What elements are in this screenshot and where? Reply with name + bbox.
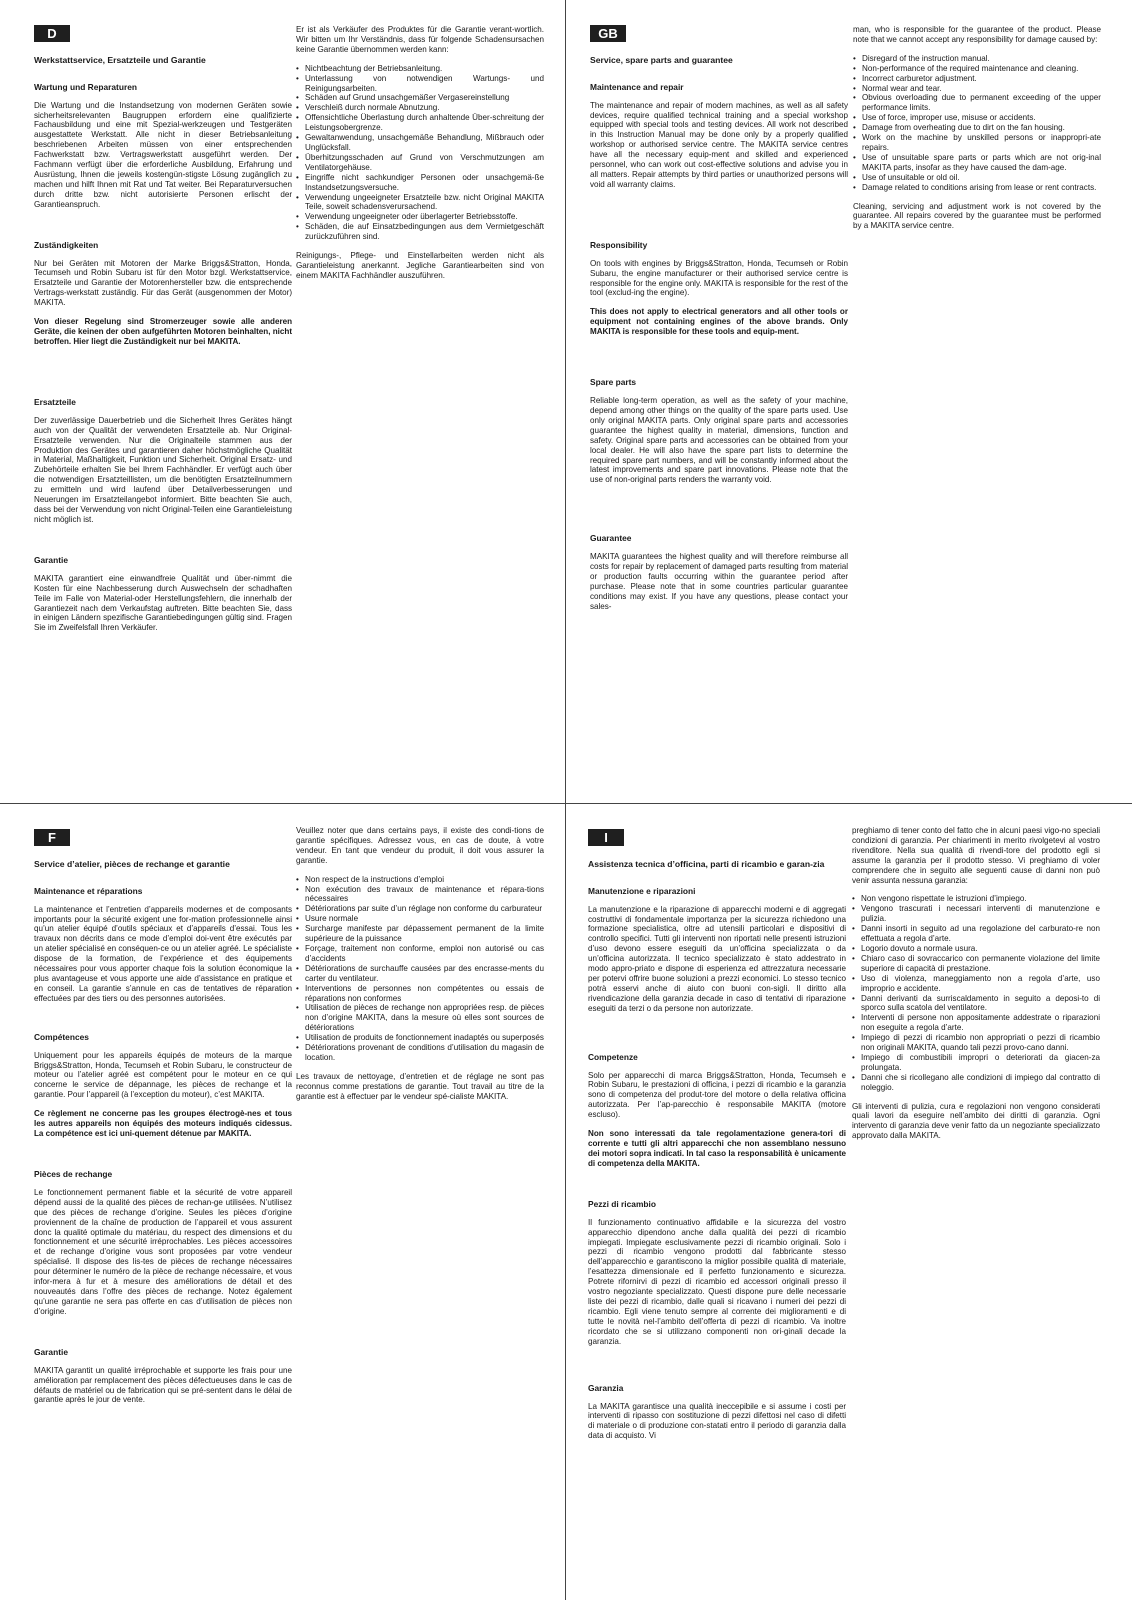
german-exclusions-intro: Er ist als Verkäufer des Produktes für die Garantie verant-wortlich. Wir bitten um Ihr Verständnis, dass für folgende Schadensursachen keine Garantie übernommen werden kann: [296,25,544,54]
italian-left-column [588,825,846,1441]
italian-maintenance-text: La manutenzione e la riparazione di apparecchi moderni e di aggregati costruttivi di fondamentale importanza per la sicurezza richiedono una formazione specialistica, oltre ad utensili particolari e dispositivi di controllo specifici. Tutti gli interventi non riportati nelle presenti istruzioni d’uso devono essere eseguiti da un’officina specializzata o da un’officina autorizzata. Il tecnico specializzato è stato addestrato in modo appro-priato e dispone di esperienza ed attrezzatura necessarie per potervi offrire buone soluzioni a prezzi economici. Lo stesso tecnico potrà esservi anche di aiuto con buoni con-sigli. Il diritto alla rivendicazione della garanzia decade in caso di tentativi di riparazione eseguiti da terzi o da persone non autorizzate. [588,904,846,1013]
italian-spare-parts-text: Il funzionamento continuativo affidabile e la sicurezza del vostro apparecchio dipendono anche dalla qualità dei pezzi di ricambio impiegati. Impiegate esclusivamente pezzi di ricambio originali. Solo i pezzi di ricambio vengono prodotti dal fabbricante stesso dell’apparecchio e garantiscono la miglior possibile qualità di materiale, l’esattezza dimensionale ed il perfetto funzionamento e sicurezza. Potrete rifornirvi di pezzi di ricambio ed accessori originali presso il vostro negoziante specializzato. Questi dispone pure delle necessarie liste dei pezzi di ricambio, dalle quali si ricavano i numeri dei pezzi di ricambio. Egli viene tenuto sempre al corrente dei miglioramenti e di tutte le novità nel-l’ambito dell’offerta di pezzi di ricambio. Va inoltre ricordato che se si utilizzano componenti non ori-ginali decade la garanzia. [588,1217,846,1346]
french-spare-parts-heading: Pièces de rechange [34,1168,113,1179]
english-responsibility-note: This does not apply to electrical generators and all other tools or equipment not containing engines of the above brands. Only MAKITA is responsible for these tools and equip-ment. [590,307,848,337]
english-exclusions-intro: man, who is responsible for the guarantee of the product. Please note that we cannot accept any responsibility for damage caused by: [853,25,1101,44]
list-item: • Impiego di combustibili impropri o deteriorati da giacen-za prolungata. [861,1053,1100,1073]
list-item: • Détériorations de surchauffe causées par des encrasse-ments du carter du ventilateur. [305,964,544,984]
english-exclusions-outro: Cleaning, servicing and adjustment work is not covered by the guarantee. All repairs covered by the guarantee must be performed by a MAKITA service centre. [853,201,1101,231]
list-item: • Non respect de la instructions d’emploi [305,875,544,885]
language-badge-it: I [588,829,624,846]
german-spare-parts-heading: Ersatzteile [34,396,76,407]
list-item: • Non exécution des travaux de maintenance et répara-tions nécessaires [305,885,544,905]
list-item: • Détériorations provenant de conditions d’utilisation du magasin de location. [305,1043,544,1063]
english-responsibility-heading: Responsibility [590,239,648,250]
list-item: • Damage related to conditions arising from lease or rent contracts. [862,183,1101,193]
italian-spare-parts-heading: Pezzi di ricambio [588,1198,656,1209]
list-item: • Non-performance of the required maintenance and cleaning. [862,64,1101,74]
english-spare-parts-text: Reliable long-term operation, as well as the safety of your machine, depend among other things on the quality of the spare parts used. Use only original MAKITA parts. Only original spare parts and accessories guarantee the highest quality in material, dimensions, function and safety. Original spare parts and accessories can be obtained from your local dealer. He will also have the spare part lists to determine the required spare part numbers, and will be constantly informed about the latest improvements and spare part innovations. Please note that the use of non-original parts renders the warranty void. [590,396,848,485]
italian-right-column [852,826,1100,1141]
list-item: • Interventi di persone non appositamente addestrate o riparazioni non eseguite a regola d’arte. [861,1013,1100,1033]
list-item: • Surcharge manifeste par dépassement permanent de la limite supérieure de la puissance [305,924,544,944]
list-item: • Verschleiß durch normale Abnutzung. [305,103,544,113]
list-item: • Verwendung ungeeigneter oder überlagerter Betriebsstoffe. [305,212,544,222]
list-item: • Überhitzungsschaden auf Grund von Verschmutzungen am Ventilatorgehäuse. [305,153,544,173]
german-responsibility-text: Nur bei Geräten mit Motoren der Marke Briggs&Stratton, Honda, Tecumseh und Robin Subaru ist für den Motor bzgl. Werkstattservice, Ersatzteile und Garantie der Motorenhersteller bzw. die entsprechende Vertrags-werkstatt zuständig. Für das Gerät (ausgenommen der Motor) MAKITA. [34,258,292,308]
list-item: • Logorio dovuto a normale usura. [861,944,1100,954]
language-badge-fr: F [34,829,70,846]
list-item: • Non vengono rispettate le istruzioni d’impiego. [861,894,1100,904]
italian-responsibility-text: Solo per apparecchi di marca Briggs&Stratton, Honda, Tecumseh e Robin Subaru, le prestazioni di officina, i pezzi di ricambio e la garanzia sono di competenza del produt-tore del motore o della relativa officina autorizzata. Per l’ap-parecchio è responsabile MAKITA (motore escluso). [588,1070,846,1120]
english-right-column [853,25,1101,231]
french-exclusions-intro: Veuillez noter que dans certains pays, il existe des condi-tions de garantie spécifiques. Adressez vous, en cas de doute, à votre vendeur. En tant que vendeur du produit, il doit vous assurer la garantie. [296,826,544,865]
list-item: • Schäden, die auf Einsatzbedingungen aus dem Vermietgeschäft zurückzuführen sind. [305,222,544,242]
italian-exclusions-outro: Gli interventi di pulizia, cura e regolazioni non vengono considerati quali lavori da eseguire nell’ambito dei diritti di garanzia. Ogni intervento di garanzia deve venir fatto da un negoziante specializzato approvato dalla MAKITA. [852,1101,1100,1141]
list-item: • Nichtbeachtung der Betriebsanleitung. [305,64,544,74]
list-item: • Offensichtliche Überlastung durch anhaltende Über-schreitung der Leistungsobergrenze. [305,113,544,133]
french-responsibility-note: Ce règlement ne concerne pas les groupes électrogè-nes et tous les autres appareils non équipés des moteurs indiqués cidessus. La compétence est ici uni-quement détenue par MAKITA. [34,1109,292,1138]
german-left-column [34,21,292,633]
list-item: • Danni derivanti da surriscaldamento in seguito a deposi-to di sporco sulla scatola del ventilatore. [861,994,1100,1014]
german-exclusions-outro: Reinigungs-, Pflege- und Einstellarbeiten werden nicht als Garantieleistung anerkannt. Jegliche Garantiearbeiten sind von einem MAKITA Fachhändler auszuführen. [296,251,544,280]
english-responsibility-text: On tools with engines by Briggs&Stratton, Honda, Tecumseh or Robin Subaru, the engine manufacturer or their authorised service centre is responsible for the engine only. MAKITA is responsible for the rest of the tool (exclud-ing the engine). [590,258,848,298]
section-italian [566,804,1132,1604]
list-item: • Use of unsuitable spare parts or parts which are not orig-inal MAKITA parts, insofar as they have caused the dam-age. [862,153,1101,173]
french-exclusions-list [296,875,544,1063]
german-exclusions-list [296,64,544,242]
list-item: • Use of force, improper use, misuse or accidents. [862,113,1101,123]
italian-responsibility-heading: Competenze [588,1051,638,1062]
italian-guarantee-text: La MAKITA garantisce una qualità ineccepibile e si assume i costi per interventi di ripasso con sostituzione di pezzi difettosi nel caso di difetti di materiale o di produzione con-statati entro il periodo di garanzia dalla data di acquisto. Vi [588,1401,846,1441]
french-guarantee-text: MAKITA garantit un qualité irréprochable et supporte les frais pour une amélioration par remplacement des pièces défectueuses dans le cas de défauts de matériel ou de fabrication qui se pré-sentent dans le délai de garantie après le jour de vente. [34,1365,292,1405]
french-maintenance-heading: Maintenance et réparations [34,885,143,896]
french-guarantee-heading: Garantie [34,1346,68,1357]
english-guarantee-heading: Guarantee [590,533,632,544]
french-maintenance-text: La maintenance et l’entretien d’appareils modernes et de composants importants pour la sécurité exigent une for-mation professionnelle ainsi qu’un atelier équipé d’outils spéciaux et d’appareils d’essai. Tous les travaux non décrits dans ce mode d’emploi doi-vent être exécutés par un atelier spécialisé en conséquen-ce ou un atelier agréé. Le spécialiste dispose de la formation, de l’expérience et des équipements nécessaires pour vous apporter chaque fois la solution économique la plus avantageuse et vous apporte une aide d’assistance en pratique et en conseil. La garantie s’annule en cas de tentatives de réparation effectuées par des tiers ou des personnes autorisées. [34,904,292,1003]
list-item: • Danni che si ricollegano alle condizioni di impiego dal contratto di noleggio. [861,1073,1100,1093]
french-responsibility-heading: Compétences [34,1031,89,1042]
list-item: • Normal wear and tear. [862,84,1101,94]
list-item: • Verwendung ungeeigneter Ersatzteile bzw. nicht Original MAKITA Teile, soweit schadensverursachend. [305,193,544,213]
list-item: • Chiaro caso di sovraccarico con permanente violazione del limite superiore di capacità di prestazione. [861,954,1100,974]
list-item: • Impiego di pezzi di ricambio non appropriati o pezzi di ricambio non originali MAKITA, quando tali pezzi provo-cano danni. [861,1033,1100,1053]
english-left-column [590,21,848,612]
list-item: • Use of unsuitable or old oil. [862,173,1101,183]
german-maintenance-heading: Wartung und Reparaturen [34,81,137,92]
section-french [0,804,566,1604]
italian-maintenance-heading: Manutenzione e riparazioni [588,885,696,896]
section-german [0,0,566,800]
list-item: • Gewaltanwendung, unsachgemäße Behandlung, Mißbrauch oder Unglücksfall. [305,133,544,153]
italian-title: Assistenza tecnica d’officina, parti di ricambio e garan-zia [588,859,825,869]
italian-exclusions-intro: preghiamo di tener conto del fatto che in alcuni paesi vigo-no speciali condizioni di garanzia. Per chiarimenti in merito rivolgetevi al vostro rivenditore. Nella sua qualità di rivendi-tore del prodotto egli si assume la garanzia per il prodotto stesso. Vi preghiamo di voler comprendere che in seguito alle seguenti cause di danni non può venir assunta nessuna garanzia: [852,826,1100,885]
french-right-column [296,826,544,1102]
german-responsibility-heading: Zuständigkeiten [34,239,99,250]
german-maintenance-text: Die Wartung und die Instandsetzung von modernen Geräten sowie sicherheitsrelevanten Baugruppen erfordern eine qualifizierte Fachausbildung und eine mit Spezial-werkzeugen und Testgeräten ausgestattete Werkstatt. Alle nicht in dieser Betriebsanleitung beschriebenen Arbeiten müssen von einer entsprechenden Fachwerkstatt bzw. Vertragswerkstatt ausgeführt werden. Der Fachmann verfügt über die erforderliche Ausbildung, Erfahrung und Ausrüstung, Ihnen die jeweils kostengün-stigste Lösung zugänglich zu machen und hilft Ihnen mit Rat und Tat weiter. Bei Reparaturversuchen durch dritte bzw. nicht autorisierte Personen erlischt der Garantieanspruch. [34,100,292,209]
german-guarantee-text: MAKITA garantiert eine einwandfreie Qualität und über-nimmt die Kosten für eine Nachbesserung durch Auswechseln der schadhaften Teile im Falle von Material-oder Herstellungsfehlern, die innerhalb der Garantiezeit nach dem Verkaufstag auftreten. Bitte beachten Sie, dass in einigen Ländern spezifische Garantiebedingungen gültig sind. Fragen Sie im Zweifelsfall Ihren Verkäufer. [34,573,292,633]
list-item: • Usure normale [305,914,544,924]
german-guarantee-heading: Garantie [34,554,68,565]
english-maintenance-text: The maintenance and repair of modern machines, as well as all safety devices, require qualified technical training and a special workshop equipped with special tools and testing devices. All work not described in this Instruction Manual may be done only by a properly qualified workshop or authorised service centre. The MAKITA service centres have all the necessary equip-ment and skilled and experienced personnel, who can work out cost-effective solutions and advise you in all matters. Repair attempts by third parties or unauthorized persons will void all warranty claims. [590,100,848,189]
english-exclusions-list [853,54,1101,193]
list-item: • Incorrect carburetor adjustment. [862,74,1101,84]
section-english [566,0,1132,800]
list-item: • Disregard of the instruction manual. [862,54,1101,64]
english-title: Service, spare parts and guarantee [590,55,733,65]
english-maintenance-heading: Maintenance and repair [590,81,684,92]
english-spare-parts-heading: Spare parts [590,377,637,388]
french-exclusions-outro: Les travaux de nettoyage, d’entretien et de réglage ne sont pas reconnus comme prestations de garantie. Tout travail au titre de la garantie est à effectuer par le vendeur spé-cialiste MAKITA. [296,1071,544,1101]
list-item: • Work on the machine by unskilled persons or inappropri-ate repairs. [862,133,1101,153]
italian-responsibility-note: Non sono interessati da tale regolamentazione genera-tori di corrente e tutti gli altri apparecchi che non assemblano nessuno dei motori sopra indicati. In tal caso la responsabilità è unicamente di competenza della MAKITA. [588,1129,846,1168]
list-item: • Schäden auf Grund unsachgemäßer Vergasereinstellung [305,93,544,103]
french-responsibility-text: Uniquement pour les appareils équipés de moteurs de la marque Briggs&Stratton, Honda, Tecumseh et Robin Subaru, le constructeur de moteur ou l’atelier agréé est compétent pour le moteur en ce qui concerne le service de dépannage, les pièces de rechange et la garantie. Pour l’appareil (à l’exception du moteur), c’est MAKITA. [34,1050,292,1100]
list-item: • Unterlassung von notwendigen Wartungs- und Reinigungsarbeiten. [305,74,544,94]
list-item: • Vengono trascurati i necessari interventi di manutenzione e pulizia. [861,904,1100,924]
italian-guarantee-heading: Garanzia [588,1382,624,1393]
list-item: • Eingriffe nicht sachkundiger Personen oder unsachgemä-ße Instandsetzungsversuche. [305,173,544,193]
german-spare-parts-text: Der zuverlässige Dauerbetrieb und die Sicherheit Ihres Gerätes hängt auch von der Qualität der verwendeten Ersatzteile ab. Nur Original-Ersatzteile verwenden. Nur die Originalteile stammen aus der Produktion des Gerätes und garantieren daher höchstmögliche Qualität in Material, Maßhaltigkeit, Funktion und Sicherheit. Original Ersatz- und Zubehörteile erhalten Sie bei Ihrem Fachhändler. Er verfügt auch über die notwendigen Ersatzteillisten, um die benötigten Ersatzteilnummern zu ermitteln und wird laufend über Detailverbesserungen und Neuerungen im Ersatzteilangebot informiert. Bitte beachten Sie auch, dass bei der Verwendung von nicht Original-Teilen eine Garantieleistung nicht möglich ist. [34,415,292,524]
list-item: • Uso di violenza, maneggiamento non a regola d’arte, uso improprio e accidente. [861,974,1100,994]
german-title: Werkstattservice, Ersatzteile und Garantie [34,55,206,65]
list-item: • Détériorations par suite d’un réglage non conforme du carburateur [305,904,544,914]
list-item: • Damage from overheating due to dirt on the fan housing. [862,123,1101,133]
german-responsibility-note: Von dieser Regelung sind Stromerzeuger sowie alle anderen Geräte, die keinen der oben aufgeführten Motoren beinhalten, nicht betroffen. Hier liegt die Zuständigkeit nur bei MAKITA. [34,317,292,346]
list-item: • Danni insorti in seguito ad una regolazione del carburato-re non effettuata a regola d’arte. [861,924,1100,944]
german-right-column [296,25,544,281]
english-guarantee-text: MAKITA guarantees the highest quality and will therefore reimburse all costs for repair by replacement of damaged parts resulting from material or production faults occurring within the guarantee period after purchase. Please note that in some countries particular guarantee conditions may exist. If you have any questions, please contact your sales- [590,552,848,611]
list-item: • Interventions de personnes non compétentes ou essais de réparations non conformes [305,984,544,1004]
language-badge-de: D [34,25,70,42]
italian-exclusions-list [852,894,1100,1092]
list-item: • Forçage, traitement non conforme, emploi non autorisé ou cas d’accidents [305,944,544,964]
list-item: • Utilisation de produits de fonctionnement inadaptés ou superposés [305,1033,544,1043]
list-item: • Obvious overloading due to permanent exceeding of the upper performance limits. [862,93,1101,113]
french-spare-parts-text: Le fonctionnement permanent fiable et la sécurité de votre appareil dépend aussi de la qualité des pièces de rechan-ge utilisées. N’utilisez que des pièces de rechange d’origine. Seules les pièces d’origine proviennent de la chaîne de production de l’appareil et vous assurent donc la qualité optimale du matériau, du respect des dimensions et du fonctionnement et une sécurité irréprochables. Les pièces accessoires et de rechange d’origine vous sont proposées par votre vendeur spécialisé. Il dispose des lis-tes de pièces de rechange nécessaires pour déterminer le numéro de la pièce de rechange nécessaire, et vous infor-mera à fur et à mesure des améliorations de détail et des nouveautés dans l’offre des pièces de rechange. Notez également qu’une garantie ne sera pas offerte en cas d’utilisation de pièces non d’origine. [34,1187,292,1316]
french-left-column [34,825,292,1405]
language-badge-gb: GB [590,25,626,42]
french-title: Service d’atelier, pièces de rechange et garantie [34,859,230,869]
list-item: • Utilisation de pièces de rechange non appropriées resp. de pièces non d’origine MAKITA, dans la mesure où elles sont sources de détériorations [305,1003,544,1033]
